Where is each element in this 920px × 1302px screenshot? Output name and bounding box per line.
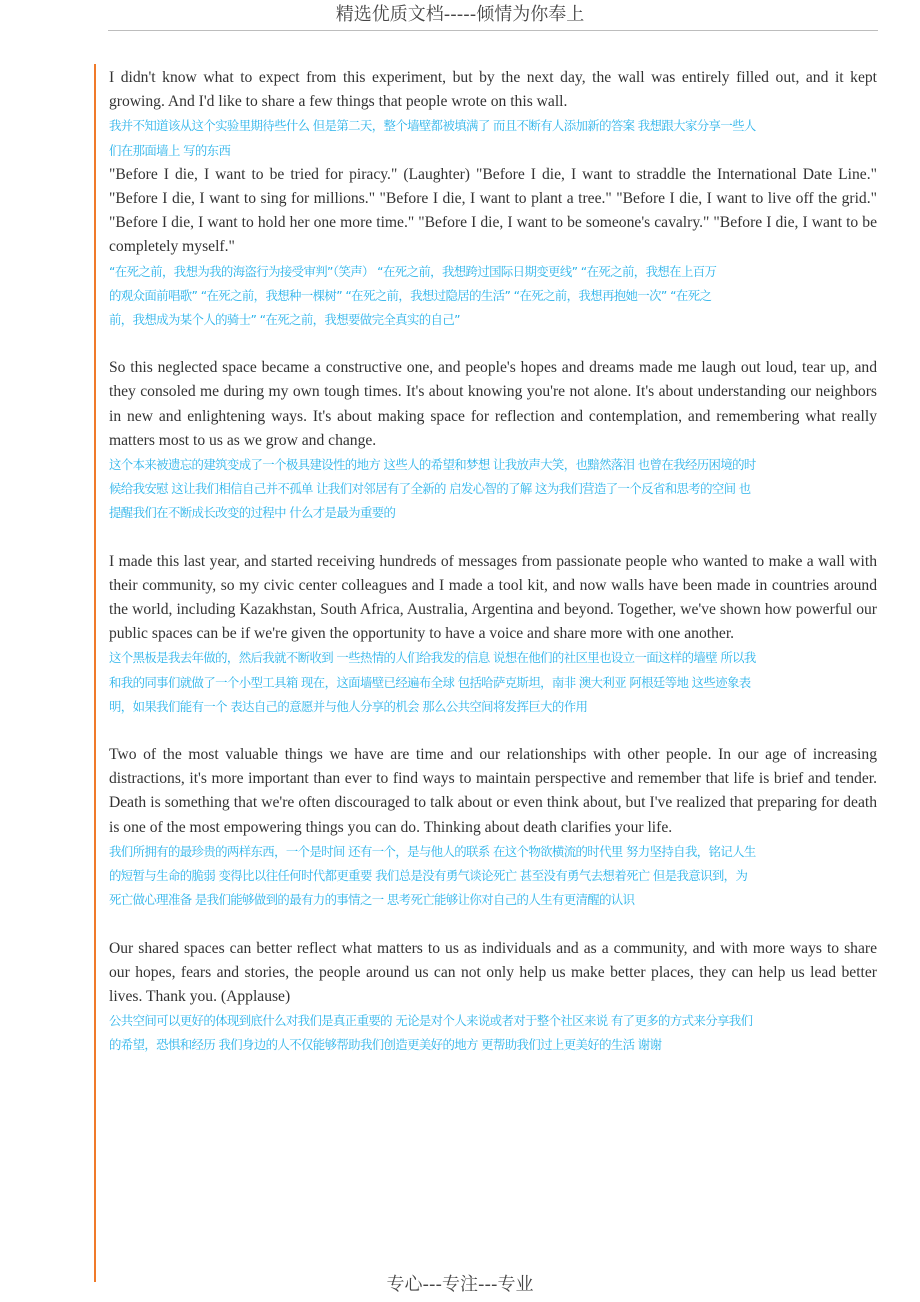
english-paragraph: I made this last year, and started receiving hundreds of messages from passionate people who wanted to make a wall with their community, so my civic center colleagues and I made a tool kit, and now walls have been made in countries around the world, including Kazakhstan, South Africa, Australia, Argentina and beyond. Together, we've shown how powerful our public spaces can be if we're given the opportunity to have a voice and share more with one another. xyxy=(109,552,877,643)
chinese-translation-line: 提醒我们在不断成长改变的过程中 什么才是最为重要的 xyxy=(109,505,396,521)
header-divider xyxy=(108,30,878,31)
document-body xyxy=(109,66,877,1082)
paragraph-block xyxy=(109,550,877,719)
chinese-translation-line: 明，如果我们能有一个 表达自己的意愿并与他人分享的机会 那么公共空间将发挥巨大的作用 xyxy=(109,698,588,714)
page-footer: 专心---专注---专业 xyxy=(386,1274,534,1295)
chinese-translation-line: 和我的同事们就做了一个小型工具箱 现在，这面墙壁已经遍布全球 包括哈萨克斯坦，南非 澳大利亚 阿根廷等地 这些迹象表 xyxy=(109,674,751,690)
left-margin-bar xyxy=(94,64,96,1282)
chinese-translation-line: 候给我安慰 这让我们相信自己并不孤单 让我们对邻居有了全新的 启发心智的了解 这为我们营造了一个反省和思考的空间 也 xyxy=(109,481,751,497)
chinese-translation-line: 我们所拥有的最珍贵的两样东西，一个是时间 还有一个，是与他人的联系 在这个物欲横流的时代里 努力坚持自我，铭记人生 xyxy=(109,843,756,859)
chinese-translation-line: 我并不知道该从这个实验里期待些什么 但是第二天，整个墙壁都被填满了 而且不断有人添加新的答案 我想跟大家分享一些人 xyxy=(109,118,756,134)
english-paragraph: "Before I die, I want to be tried for piracy." (Laughter) "Before I die, I want to straddle the International Date Line." "Before I die, I want to sing for millions." "Before I die, I want to plant a tree." "Before I die, I want to live off the grid." "Before I die, I want to hold her one more time." "Before I die, I want to be someone's cavalry." "Before I die, I want to be completely myself." xyxy=(109,165,877,256)
chinese-translation-line: 公共空间可以更好的体现到底什么对我们是真正重要的 无论是对个人来说或者对于整个社区来说 有了更多的方式来分享我们 xyxy=(109,1013,753,1029)
chinese-translation-line: 的观众面前唱歌” “在死之前，我想种一棵树” “在死之前，我想过隐居的生活” “在死之前，我想再抱她一次” “在死之 xyxy=(109,287,712,303)
chinese-translation-line: 死亡做心理准备 是我们能够做到的最有力的事情之一 思考死亡能够让你对自己的人生有更清醒的认识 xyxy=(109,892,635,908)
chinese-translation-line: 这个黑板是我去年做的，然后我就不断收到 一些热情的人们给我发的信息 说想在他们的社区里也设立一面这样的墙壁 所以我 xyxy=(109,650,756,666)
paragraph-block xyxy=(109,66,877,163)
chinese-translation-line: 们在那面墙上 写的东西 xyxy=(109,142,231,158)
chinese-translation-line: 的短暂与生命的脆弱 变得比以往任何时代都更重要 我们总是没有勇气谈论死亡 甚至没有勇气去想着死亡 但是我意识到，为 xyxy=(109,868,748,884)
chinese-translation-line: 前，我想成为某个人的骑士” “在死之前，我想要做完全真实的自己” xyxy=(109,312,460,328)
paragraph-block xyxy=(109,356,877,525)
chinese-translation-line: “在死之前，我想为我的海盗行为接受审判”（笑声） “在死之前，我想跨过国际日期变更线” “在死之前，我想在上百万 xyxy=(109,263,717,279)
chinese-translation-line: 这个本来被遗忘的建筑变成了一个极具建设性的地方 这些人的希望和梦想 让我放声大笑，也黯然落泪 也曾在我经历困境的时 xyxy=(109,457,756,473)
page-header: 精选优质文档-----倾情为你奉上 xyxy=(335,4,585,25)
paragraph-block xyxy=(109,937,877,1058)
paragraph-block xyxy=(109,743,877,912)
english-paragraph: Our shared spaces can better reflect what matters to us as individuals and as a community, and with more ways to share our hopes, fears and stories, the people around us can not only help us make better places, they can help us lead better lives. Thank you. (Applause) xyxy=(109,939,877,1005)
chinese-translation-line: 的希望，恐惧和经历 我们身边的人不仅能够帮助我们创造更美好的地方 更帮助我们过上更美好的生活 谢谢 xyxy=(109,1037,662,1053)
english-paragraph: I didn't know what to expect from this experiment, but by the next day, the wall was entirely filled out, and it kept growing. And I'd like to share a few things that people wrote on this wall. xyxy=(109,69,877,111)
english-paragraph: Two of the most valuable things we have are time and our relationships with other people. In our age of increasing distractions, it's more important than ever to find ways to maintain perspective and remember that life is brief and tender. Death is something that we're often discouraged to talk about or even think about, but I've realized that preparing for death is one of the most empowering things you can do. Thinking about death clarifies your life. xyxy=(109,746,877,836)
paragraph-block xyxy=(109,163,877,332)
english-paragraph: So this neglected space became a constructive one, and people's hopes and dreams made me laugh out loud, tear up, and they consoled me during my own tough times. It's about knowing you're not alone. It's about understanding our neighbors in new and enlightening ways. It's about making space for reflection and contemplation, and remembering what really matters most to us as we grow and change. xyxy=(109,359,877,449)
